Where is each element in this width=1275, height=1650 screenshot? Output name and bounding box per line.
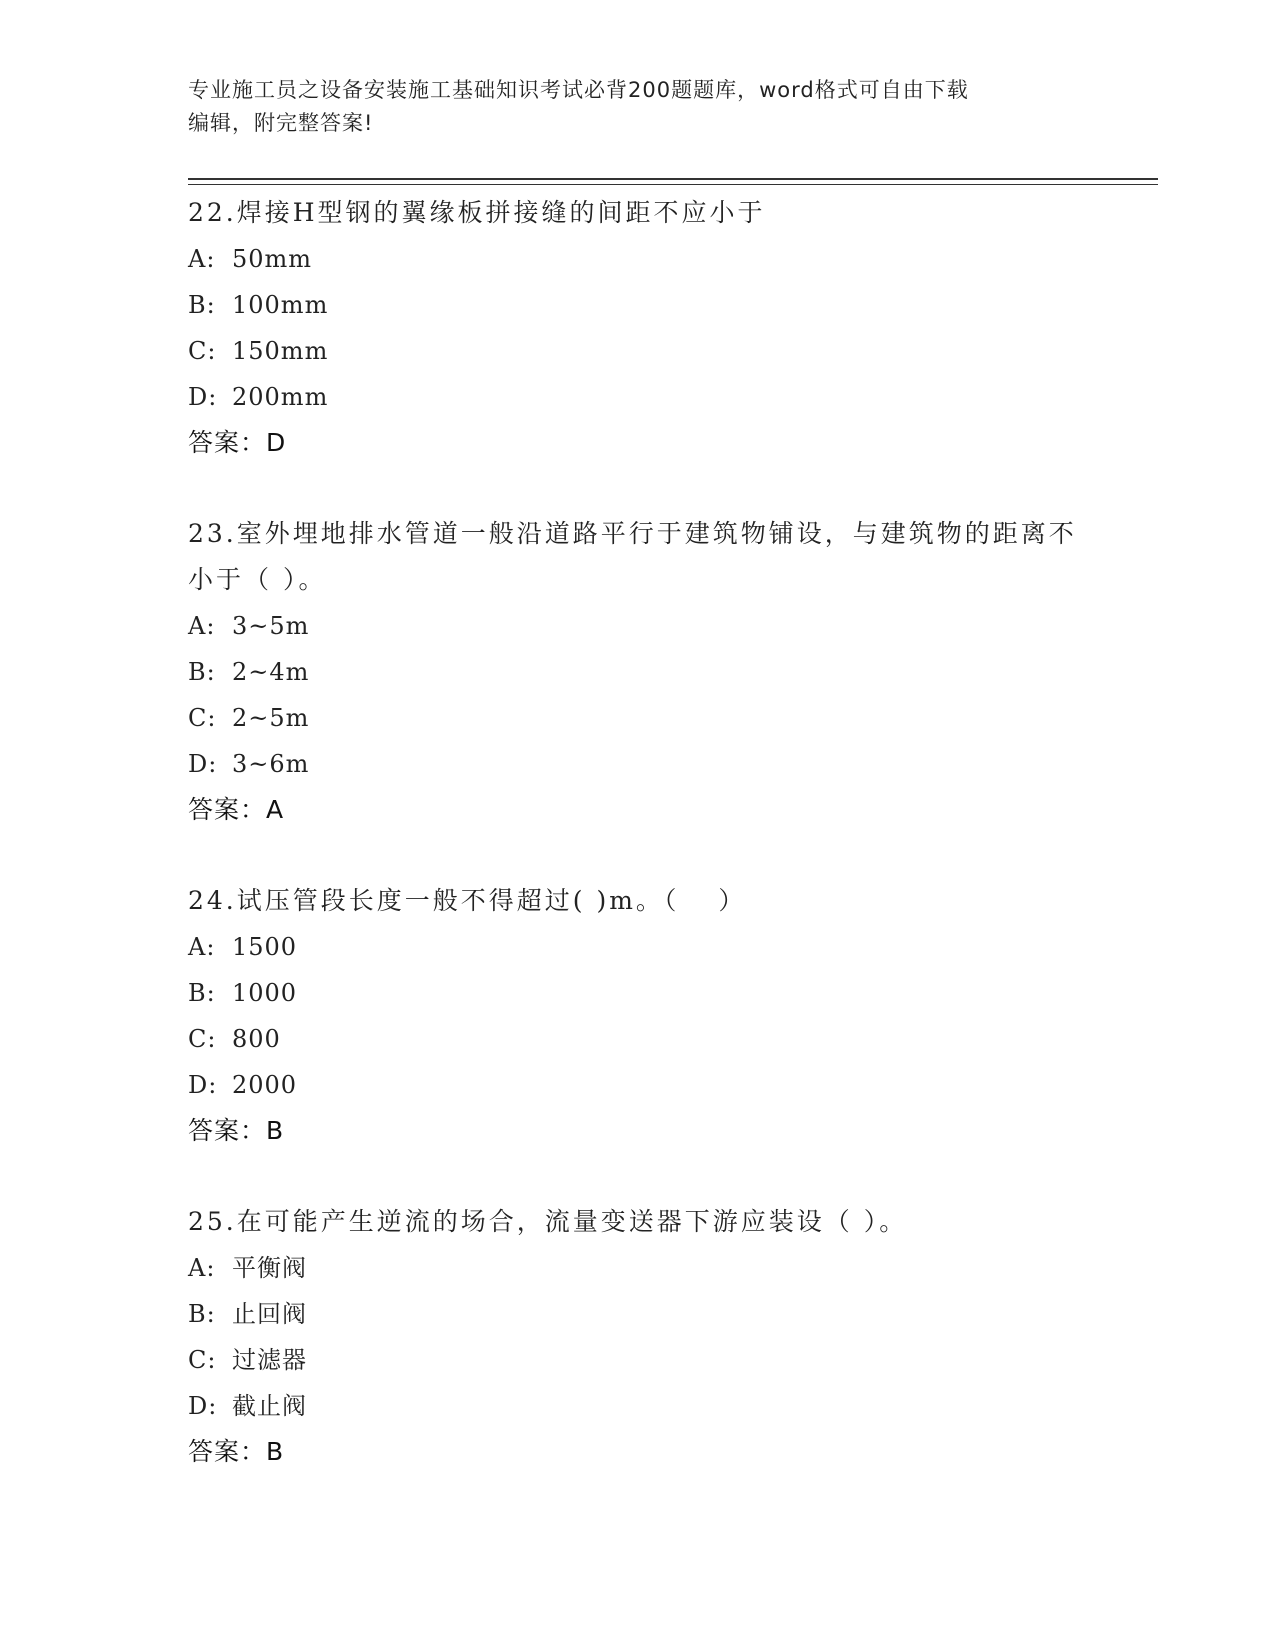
- header-divider-bottom: [188, 184, 1158, 185]
- header-title-line-1: 专业施工员之设备安装施工基础知识考试必背200题题库，word格式可自由下载: [188, 78, 969, 102]
- answer-text: 答案：A: [188, 795, 285, 824]
- option-text: 50mm: [232, 245, 313, 273]
- option-text: 3~5m: [232, 612, 310, 640]
- option-key: B:: [188, 979, 216, 1007]
- option-d: [188, 1383, 1158, 1429]
- option-text: 止回阀: [232, 1300, 307, 1328]
- option-text: 200mm: [232, 383, 329, 411]
- option-text: 2~4m: [232, 658, 310, 686]
- option-d: [188, 741, 1158, 787]
- option-text: 过滤器: [232, 1346, 307, 1374]
- option-key: A:: [188, 612, 216, 640]
- option-text: 平衡阀: [232, 1254, 307, 1282]
- option-text: 1000: [232, 979, 298, 1007]
- answer-text: 答案：D: [188, 428, 287, 457]
- question-24: [188, 878, 1158, 1154]
- option-d: [188, 1062, 1158, 1108]
- option-key: A:: [188, 933, 216, 961]
- option-key: C:: [188, 704, 217, 732]
- option-key: C:: [188, 1025, 217, 1053]
- option-b: [188, 282, 1158, 328]
- option-key: D:: [188, 1071, 218, 1099]
- option-text: 截止阀: [232, 1392, 307, 1420]
- option-key: A:: [188, 1254, 216, 1282]
- option-a: [188, 236, 1158, 282]
- option-c: [188, 1016, 1158, 1062]
- option-b: [188, 1291, 1158, 1337]
- question-stem: 22.焊接H型钢的翼缘板拼接缝的间距不应小于: [188, 198, 766, 227]
- option-c: [188, 328, 1158, 374]
- option-text: 2000: [232, 1071, 298, 1099]
- question-stem: 24.试压管段长度一般不得超过( )m。（ ）: [188, 886, 747, 915]
- option-text: 2~5m: [232, 704, 310, 732]
- option-key: C:: [188, 337, 217, 365]
- option-key: C:: [188, 1346, 217, 1374]
- option-c: [188, 1337, 1158, 1383]
- answer-text: 答案：B: [188, 1116, 285, 1145]
- header-title-line-2: 编辑，附完整答案!: [188, 111, 374, 135]
- option-d: [188, 374, 1158, 420]
- option-key: D:: [188, 1392, 218, 1420]
- option-key: B:: [188, 658, 216, 686]
- option-key: D:: [188, 383, 218, 411]
- option-c: [188, 695, 1158, 741]
- option-text: 150mm: [232, 337, 329, 365]
- question-25: [188, 1199, 1158, 1475]
- option-text: 3~6m: [232, 750, 310, 778]
- question-stem: 25.在可能产生逆流的场合，流量变送器下游应装设（ ）。: [188, 1207, 908, 1236]
- option-b: [188, 970, 1158, 1016]
- option-text: 800: [232, 1025, 281, 1053]
- question-stem: 23.室外埋地排水管道一般沿道路平行于建筑物铺设，与建筑物的距离不小于（ ）。: [188, 519, 1077, 594]
- option-text: 100mm: [232, 291, 329, 319]
- option-b: [188, 649, 1158, 695]
- option-a: [188, 603, 1158, 649]
- option-key: B:: [188, 291, 216, 319]
- question-list: [188, 190, 1158, 1520]
- option-text: 1500: [232, 933, 298, 961]
- option-key: A:: [188, 245, 216, 273]
- answer-text: 答案：B: [188, 1437, 285, 1466]
- document-header: [188, 74, 1078, 140]
- option-a: [188, 924, 1158, 970]
- question-23: [188, 511, 1158, 833]
- question-22: [188, 190, 1158, 466]
- option-a: [188, 1245, 1158, 1291]
- option-key: D:: [188, 750, 218, 778]
- option-key: B:: [188, 1300, 216, 1328]
- header-divider-top: [188, 178, 1158, 180]
